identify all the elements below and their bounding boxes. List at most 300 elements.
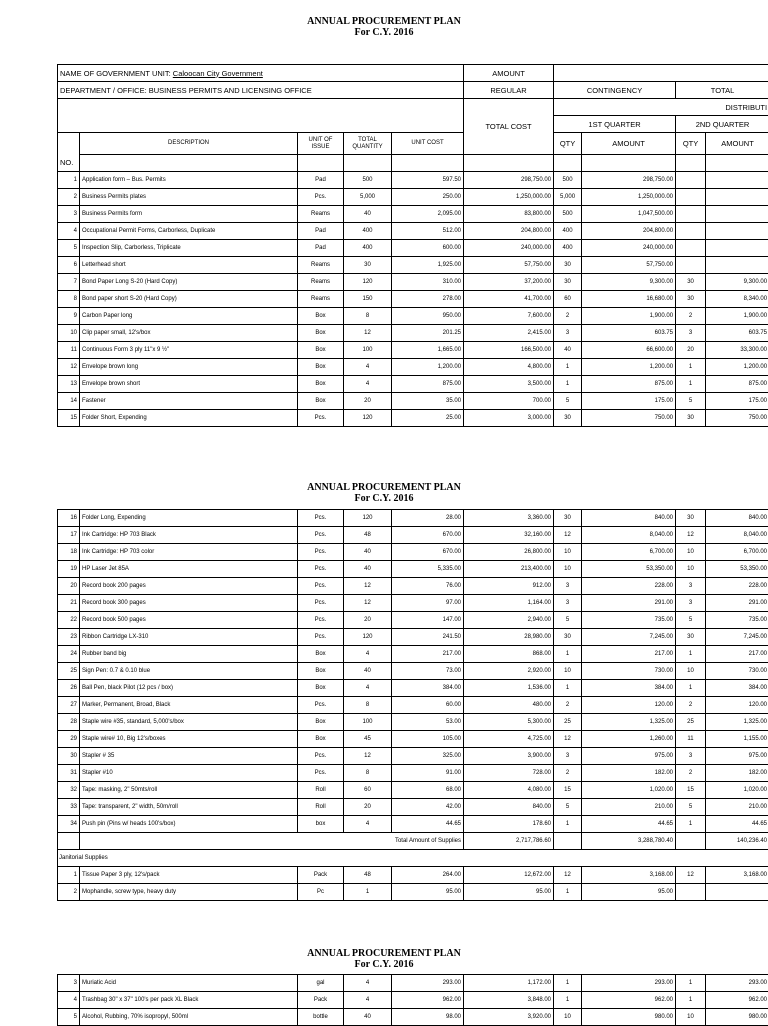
q2-qty: 30	[676, 291, 706, 308]
q2-amount	[706, 257, 768, 274]
table-row	[58, 240, 768, 257]
unit-cost: 98.00	[392, 1009, 464, 1026]
item-description: Business Permits plates	[80, 189, 298, 206]
item-description: Ink Cartridge: HP 703 Black	[80, 527, 298, 544]
item-no: 13	[58, 376, 80, 393]
q2-amount	[706, 172, 768, 189]
total-cost: 240,000.00	[464, 240, 554, 257]
table-row	[58, 393, 768, 410]
unit-cost: 325.00	[392, 748, 464, 765]
item-no: 25	[58, 663, 80, 680]
item-description: Muriatic Acid	[80, 975, 298, 992]
distribution-header: DISTRIBUTI	[554, 99, 768, 116]
q2-qty: 5	[676, 612, 706, 629]
q1-qty: 30	[554, 629, 582, 646]
total-quantity: 400	[344, 240, 392, 257]
item-no: 12	[58, 359, 80, 376]
q1-amount-header: AMOUNT	[582, 133, 676, 155]
q2-amount: 182.00	[706, 765, 768, 782]
unit-cost: 962.00	[392, 992, 464, 1009]
q1-amount: 291.00	[582, 595, 676, 612]
total-quantity: 120	[344, 510, 392, 527]
q2-amount: 980.00	[706, 1009, 768, 1026]
item-no: 24	[58, 646, 80, 663]
q2-qty	[676, 206, 706, 223]
total-cost: 26,800.00	[464, 544, 554, 561]
unit-of-issue: Pcs.	[298, 410, 344, 427]
total-cost: 166,500.00	[464, 342, 554, 359]
q2-qty: 3	[676, 578, 706, 595]
total-quantity: 40	[344, 206, 392, 223]
contingency-header: CONTINGENCY	[554, 82, 676, 99]
q1-amount: 228.00	[582, 578, 676, 595]
unit-of-issue: Pad	[298, 240, 344, 257]
q2-amount: 217.00	[706, 646, 768, 663]
unit-of-issue: Reams	[298, 274, 344, 291]
total-cost: 868.00	[464, 646, 554, 663]
total-cost: 4,800.00	[464, 359, 554, 376]
table-row	[58, 816, 768, 833]
q2-qty: 10	[676, 663, 706, 680]
q1-qty: 3	[554, 595, 582, 612]
q1-qty: 1	[554, 975, 582, 992]
unit-of-issue: Pcs.	[298, 697, 344, 714]
item-no: 4	[58, 992, 80, 1009]
total-cost: 4,080.00	[464, 782, 554, 799]
blank-cell	[676, 833, 706, 850]
item-no: 27	[58, 697, 80, 714]
q2-qty	[676, 257, 706, 274]
q2-amount: 840.00	[706, 510, 768, 527]
total-cost: 3,000.00	[464, 410, 554, 427]
unit-cost: 670.00	[392, 527, 464, 544]
total-cost: 700.00	[464, 393, 554, 410]
item-no: 10	[58, 325, 80, 342]
procurement-table-2	[57, 509, 768, 901]
item-description: Clip paper small, 12's/box	[80, 325, 298, 342]
q2-qty: 2	[676, 765, 706, 782]
unit-cost: 264.00	[392, 867, 464, 884]
total-quantity-header: TOTAL QUANTITY	[344, 133, 392, 155]
q2-qty: 30	[676, 629, 706, 646]
q1-qty: 2	[554, 765, 582, 782]
q1-amount: 735.00	[582, 612, 676, 629]
q1-qty: 2	[554, 308, 582, 325]
q2-amount: 120.00	[706, 697, 768, 714]
unit-cost: 60.00	[392, 697, 464, 714]
item-no: 22	[58, 612, 80, 629]
total-quantity: 40	[344, 561, 392, 578]
q2-qty	[676, 172, 706, 189]
unit-of-issue: Box	[298, 342, 344, 359]
item-description: Ball Pen, black Pilot (12 pcs / box)	[80, 680, 298, 697]
section-title-2	[0, 482, 768, 504]
unit-of-issue: Pcs.	[298, 561, 344, 578]
q1-qty: 3	[554, 578, 582, 595]
q2-qty	[676, 189, 706, 206]
table-row	[58, 612, 768, 629]
item-no: 28	[58, 714, 80, 731]
q1-qty: 10	[554, 561, 582, 578]
total-cost: 3,920.00	[464, 1009, 554, 1026]
item-description: Carbon Paper long	[80, 308, 298, 325]
q2-qty: 2	[676, 697, 706, 714]
item-no: 14	[58, 393, 80, 410]
item-description: Record book 300 pages	[80, 595, 298, 612]
item-description: Envelope brown long	[80, 359, 298, 376]
janitorial-label: Janitorial Supplies	[58, 850, 768, 867]
item-no: 9	[58, 308, 80, 325]
q2-amount: 6,700.00	[706, 544, 768, 561]
q2-amount-header: AMOUNT	[706, 133, 768, 155]
item-no: 33	[58, 799, 80, 816]
total-quantity: 4	[344, 992, 392, 1009]
item-description: Fastener	[80, 393, 298, 410]
item-no: 17	[58, 527, 80, 544]
unit-cost: 42.00	[392, 799, 464, 816]
gov-unit-value: Caloocan City Government	[173, 69, 263, 78]
total-quantity: 20	[344, 799, 392, 816]
q2-header: 2ND QUARTER	[676, 116, 768, 133]
item-description: Record book 500 pages	[80, 612, 298, 629]
q1-qty: 10	[554, 663, 582, 680]
table-3-body	[58, 975, 768, 1026]
total-cost: 213,400.00	[464, 561, 554, 578]
item-no: 18	[58, 544, 80, 561]
total-quantity: 8	[344, 308, 392, 325]
unit-of-issue: box	[298, 816, 344, 833]
q2-qty: 10	[676, 544, 706, 561]
q2-amount: 33,300.00	[706, 342, 768, 359]
item-description: HP Laser Jet 85A	[80, 561, 298, 578]
q1-amount: 7,245.00	[582, 629, 676, 646]
item-description: Tissue Paper 3 ply, 12's/pack	[80, 867, 298, 884]
total-cost: 2,920.00	[464, 663, 554, 680]
q1-qty: 12	[554, 867, 582, 884]
q2-qty: 12	[676, 527, 706, 544]
q1-qty: 2	[554, 697, 582, 714]
total-cost: 95.00	[464, 884, 554, 901]
q2-amount: 735.00	[706, 612, 768, 629]
item-no: 4	[58, 223, 80, 240]
total-quantity: 12	[344, 595, 392, 612]
total-cost: 37,200.00	[464, 274, 554, 291]
total-quantity: 120	[344, 629, 392, 646]
table-row	[58, 561, 768, 578]
blank-cell	[464, 155, 554, 172]
q1-qty: 1	[554, 359, 582, 376]
amount-empty	[554, 65, 768, 82]
item-no: 30	[58, 748, 80, 765]
unit-cost: 241.50	[392, 629, 464, 646]
table-row	[58, 527, 768, 544]
q1-qty: 1	[554, 376, 582, 393]
unit-cost: 250.00	[392, 189, 464, 206]
item-description: Envelope brown short	[80, 376, 298, 393]
table-row	[58, 697, 768, 714]
q1-amount: 293.00	[582, 975, 676, 992]
unit-cost: 1,925.00	[392, 257, 464, 274]
total-quantity: 4	[344, 646, 392, 663]
q1-qty-header: QTY	[554, 133, 582, 155]
unit-of-issue: Pcs.	[298, 595, 344, 612]
q1-amount: 9,300.00	[582, 274, 676, 291]
total-quantity: 4	[344, 680, 392, 697]
total-quantity: 1	[344, 884, 392, 901]
item-no: 1	[58, 867, 80, 884]
q2-qty-header: QTY	[676, 133, 706, 155]
item-description: Stapler # 35	[80, 748, 298, 765]
table-row	[58, 274, 768, 291]
q2-amount: 730.00	[706, 663, 768, 680]
item-no: 6	[58, 257, 80, 274]
blank-cell	[80, 155, 298, 172]
blank-cell	[582, 155, 676, 172]
item-description: Stapler #10	[80, 765, 298, 782]
q2-amount: 44.65	[706, 816, 768, 833]
q2-qty: 1	[676, 992, 706, 1009]
q1-amount: 210.00	[582, 799, 676, 816]
total-quantity: 4	[344, 816, 392, 833]
gov-unit-cell	[58, 65, 464, 82]
table-row	[58, 544, 768, 561]
table-row	[58, 714, 768, 731]
unit-of-issue: Box	[298, 376, 344, 393]
table-row	[58, 1009, 768, 1026]
unit-cost: 5,335.00	[392, 561, 464, 578]
total-quantity: 4	[344, 359, 392, 376]
q2-amount: 975.00	[706, 748, 768, 765]
unit-cost: 600.00	[392, 240, 464, 257]
item-no: 7	[58, 274, 80, 291]
total-cost: 298,750.00	[464, 172, 554, 189]
total-cost: 1,164.00	[464, 595, 554, 612]
unit-of-issue: Box	[298, 680, 344, 697]
plan-title: ANNUAL PROCUREMENT PLAN	[0, 482, 768, 493]
unit-cost: 28.00	[392, 510, 464, 527]
no-top	[58, 133, 80, 155]
unit-of-issue: gal	[298, 975, 344, 992]
janitorial-body	[58, 867, 768, 901]
unit-of-issue: Box	[298, 646, 344, 663]
total-cost: 4,725.00	[464, 731, 554, 748]
item-no: 20	[58, 578, 80, 595]
q1-amount: 16,680.00	[582, 291, 676, 308]
table-row	[58, 992, 768, 1009]
q1-amount: 3,168.00	[582, 867, 676, 884]
unit-of-issue: Pad	[298, 172, 344, 189]
item-description: Folder Short, Expending	[80, 410, 298, 427]
unit-cost: 91.00	[392, 765, 464, 782]
item-description: Staple wire# 10, Big 12's/boxes	[80, 731, 298, 748]
item-description: Inspection Slip, Carborless, Triplicate	[80, 240, 298, 257]
blank-cell	[392, 155, 464, 172]
total-quantity: 60	[344, 782, 392, 799]
item-description: Occupational Permit Forms, Carborless, Duplicate	[80, 223, 298, 240]
unit-of-issue: Reams	[298, 257, 344, 274]
unit-cost: 97.00	[392, 595, 464, 612]
unit-of-issue: Box	[298, 308, 344, 325]
unit-cost: 875.00	[392, 376, 464, 393]
total-cost: 2,415.00	[464, 325, 554, 342]
unit-cost: 76.00	[392, 578, 464, 595]
q2-qty: 1	[676, 646, 706, 663]
table-row	[58, 884, 768, 901]
table-row	[58, 646, 768, 663]
unit-cost: 512.00	[392, 223, 464, 240]
q2-amount: 384.00	[706, 680, 768, 697]
q2-amount: 3,168.00	[706, 867, 768, 884]
q2-amount: 9,300.00	[706, 274, 768, 291]
total-quantity: 20	[344, 612, 392, 629]
q1-amount: 66,600.00	[582, 342, 676, 359]
unit-of-issue: Pcs.	[298, 544, 344, 561]
total-cost: 57,750.00	[464, 257, 554, 274]
q1-qty: 15	[554, 782, 582, 799]
total-cost: 480.00	[464, 697, 554, 714]
unit-cost: 217.00	[392, 646, 464, 663]
q2-qty: 1	[676, 680, 706, 697]
total-cost: 728.00	[464, 765, 554, 782]
q2-qty: 30	[676, 410, 706, 427]
q1-amount: 298,750.00	[582, 172, 676, 189]
item-description: Ribbon Cartridge LX-310	[80, 629, 298, 646]
no-header: NO.	[58, 155, 80, 172]
unit-of-issue: Pad	[298, 223, 344, 240]
q1-qty: 400	[554, 223, 582, 240]
item-no: 16	[58, 510, 80, 527]
total-quantity: 12	[344, 578, 392, 595]
item-no: 2	[58, 189, 80, 206]
total-quantity: 40	[344, 544, 392, 561]
total-cost: 83,800.00	[464, 206, 554, 223]
q2-amount: 875.00	[706, 376, 768, 393]
q2-qty: 3	[676, 748, 706, 765]
unit-cost: 1,665.00	[392, 342, 464, 359]
total-supplies-q2: 140,236.40	[706, 833, 768, 850]
q2-amount	[706, 206, 768, 223]
plan-title: ANNUAL PROCUREMENT PLAN	[0, 948, 768, 959]
item-description: Continuous Form 3 ply 11"x 9 ½"	[80, 342, 298, 359]
q1-qty: 10	[554, 544, 582, 561]
unit-of-issue: Roll	[298, 782, 344, 799]
item-description: Staple wire #35, standard, 5,000's/box	[80, 714, 298, 731]
procurement-table-1	[57, 64, 768, 427]
unit-of-issue-header: UNIT OF ISSUE	[298, 133, 344, 155]
unit-cost: 278.00	[392, 291, 464, 308]
item-no: 11	[58, 342, 80, 359]
total-supplies-q1: 3,288,780.40	[582, 833, 676, 850]
q2-qty: 30	[676, 510, 706, 527]
table-row	[58, 223, 768, 240]
janitorial-row	[58, 850, 768, 867]
q1-amount: 53,350.00	[582, 561, 676, 578]
total-cost: 840.00	[464, 799, 554, 816]
item-no: 1	[58, 172, 80, 189]
unit-cost: 73.00	[392, 663, 464, 680]
blank-cell	[554, 155, 582, 172]
q1-qty: 30	[554, 257, 582, 274]
q2-qty: 1	[676, 975, 706, 992]
unit-cost: 95.00	[392, 884, 464, 901]
q2-qty: 3	[676, 595, 706, 612]
item-description: Bond paper short S-20 (Hard Copy)	[80, 291, 298, 308]
table-row	[58, 765, 768, 782]
table-row	[58, 308, 768, 325]
total-cost: 912.00	[464, 578, 554, 595]
total-cost: 3,500.00	[464, 376, 554, 393]
q1-qty: 5	[554, 612, 582, 629]
table-row	[58, 975, 768, 992]
q1-amount: 8,040.00	[582, 527, 676, 544]
q2-qty: 30	[676, 274, 706, 291]
total-cost: 3,900.00	[464, 748, 554, 765]
total-cost: 32,160.00	[464, 527, 554, 544]
q1-qty: 12	[554, 527, 582, 544]
total-quantity: 12	[344, 325, 392, 342]
item-description: Folder Long, Expending	[80, 510, 298, 527]
gov-unit-label: NAME OF GOVERNMENT UNIT:	[60, 69, 173, 78]
table-row	[58, 680, 768, 697]
q2-amount: 1,155.00	[706, 731, 768, 748]
unit-of-issue: Reams	[298, 206, 344, 223]
table-row	[58, 799, 768, 816]
amount-header: AMOUNT	[464, 65, 554, 82]
table-row	[58, 257, 768, 274]
table-row	[58, 510, 768, 527]
unit-of-issue: Pc	[298, 884, 344, 901]
header-spacer	[58, 99, 464, 133]
q2-amount: 962.00	[706, 992, 768, 1009]
total-quantity: 30	[344, 257, 392, 274]
unit-cost-header: UNIT COST	[392, 133, 464, 155]
unit-cost: 2,095.00	[392, 206, 464, 223]
q1-amount: 1,250,000.00	[582, 189, 676, 206]
q1-qty: 40	[554, 342, 582, 359]
unit-cost: 44.65	[392, 816, 464, 833]
unit-cost: 1,200.00	[392, 359, 464, 376]
total-quantity: 8	[344, 765, 392, 782]
table-row	[58, 782, 768, 799]
total-cost: 3,360.00	[464, 510, 554, 527]
item-description: Business Permits form	[80, 206, 298, 223]
section-title-1	[0, 16, 768, 38]
item-description: Mophandle, screw type, heavy duty	[80, 884, 298, 901]
total-quantity: 100	[344, 342, 392, 359]
total-cost: 28,980.00	[464, 629, 554, 646]
q1-amount: 1,260.00	[582, 731, 676, 748]
item-no: 34	[58, 816, 80, 833]
item-no: 23	[58, 629, 80, 646]
table-row	[58, 663, 768, 680]
unit-of-issue: Pack	[298, 867, 344, 884]
total-cost: 3,848.00	[464, 992, 554, 1009]
q1-qty: 1	[554, 992, 582, 1009]
item-description: Push pin (Pins w/ heads 100's/box)	[80, 816, 298, 833]
table-row	[58, 291, 768, 308]
q2-qty: 11	[676, 731, 706, 748]
item-description: Alcohol, Rubbing, 70% isopropyl, 500ml	[80, 1009, 298, 1026]
unit-of-issue: Pcs.	[298, 578, 344, 595]
item-no: 26	[58, 680, 80, 697]
unit-of-issue: Box	[298, 393, 344, 410]
unit-cost: 147.00	[392, 612, 464, 629]
total-supplies-row	[58, 833, 768, 850]
item-no: 29	[58, 731, 80, 748]
q2-qty: 12	[676, 867, 706, 884]
q1-amount: 750.00	[582, 410, 676, 427]
total-supplies-label: Total Amount of Supplies	[80, 833, 464, 850]
